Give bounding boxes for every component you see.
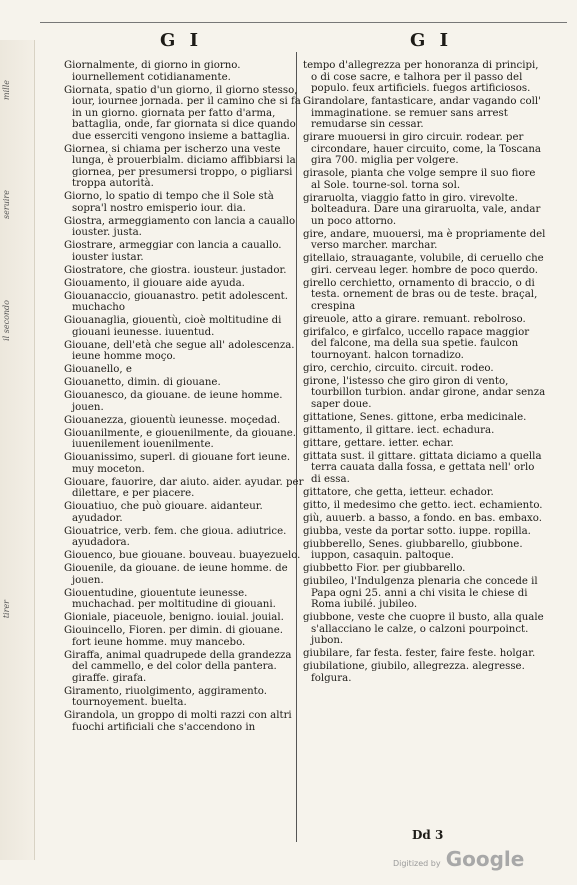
adjacent-page-margin (0, 40, 35, 860)
dictionary-entry: Giouanetto, dimin. di giouane. (64, 377, 221, 388)
dictionary-entry: Giouenco, bue giouane. bouveau. buayezuelo. (64, 550, 301, 561)
google-logo: Google (445, 847, 525, 871)
dictionary-entry: Girandolare, fantasticare, andar vagando coll' immaginatione. se remuer sans arrest remudarse sin cessar. (303, 96, 541, 130)
dictionary-entry: gittatore, che getta, ietteur. echador. (303, 486, 494, 498)
dictionary-entry: Gioniale, piaceuole, benigno. iouial. jouial. (64, 612, 284, 623)
dictionary-entry: Giouare, fauorire, dar aiuto. aider. ayudar. per dilettare, e per piacere. (64, 476, 304, 499)
dictionary-entry: Giostrare, armeggiar con lancia a cauallo. iouster iustar. (64, 240, 282, 263)
watermark-prefix: Digitized by (393, 859, 441, 868)
dictionary-entry: gitto, il medesimo che getto. iect. echamiento. (303, 499, 543, 511)
dictionary-entry: Giouanaccio, giouanastro. petit adolescent. muchacho (64, 290, 288, 313)
dictionary-entry: tempo d'allegrezza per honoranza di principi, o di cose sacre, e talhora per il passo del populo. feux artificiels. fuegos artificiosos. (303, 60, 539, 94)
dictionary-entry: gittamento, il gittare. iect. echadura. (303, 424, 495, 436)
dictionary-entry: gittare, gettare. ietter. echar. (303, 437, 454, 449)
dictionary-entry: giro, cerchio, circuito. circuit. rodeo. (303, 362, 494, 374)
dictionary-entry: giubilatione, giubilo, allegrezza. alegresse. folgura. (303, 661, 525, 684)
left-column (64, 60, 304, 735)
dictionary-entry: Giouanezza, giouentù ieunesse. moçedad. (64, 414, 281, 426)
dictionary-entry: giù, auuerb. a basso, a fondo. en bas. embaxo. (303, 512, 542, 524)
dictionary-entry: Giouamento, il giouare aide ayuda. (64, 277, 245, 289)
dictionary-entry: Giornata, spatio d'un giorno, il giorno stesso, iour, iournee jornada. per il camino che si fa in un giorno. giornata per fatto d'arma, battaglia, onde, far giornata si dice quando due esserciti vengono insieme a battaglia. (64, 84, 301, 142)
dictionary-entry: Giouentudine, giouentute ieunesse. muchachad. per moltitudine di giouani. (64, 587, 276, 610)
dictionary-entry: girello cerchietto, ornamento di braccio, o di testa. ornement de bras ou de teste. braçal, crespina (303, 277, 538, 312)
dictionary-entry: Giostratore, che giostra. iousteur. justador. (64, 264, 287, 276)
dictionary-entry: gittata sust. il gittare. gittata diciamo a quella terra cauata dalla fossa, e gettata nell' orlo di essa. (303, 450, 542, 485)
dictionary-entry: Giouanello, e (64, 364, 132, 375)
dictionary-entry: gire, andare, muouersi, ma è propriamente del verso marcher. marchar. (303, 228, 546, 251)
dictionary-entry: Girandola, un groppo di molti razzi con altri fuochi artificiali che s'accendono in (64, 710, 292, 733)
dictionary-entry: Giouane, dell'età che segue all' adolescenza. ieune homme moço. (64, 339, 295, 362)
dictionary-entry: Giraffa, animal quadrupede della grandezza del cammello, e del color della pantera. giraffe. girafa. (64, 649, 292, 684)
dictionary-entry: gittatione, Senes. gittone, erba medicinale. (303, 411, 527, 423)
column-heading-left: G I (160, 30, 203, 51)
dictionary-entry: giubbone, veste che cuopre il busto, alla quale s'allacciano le calze, o calzoni pourpoinct. jubon. (303, 612, 544, 646)
dictionary-entry: Giouanilmente, e giouenilmente, da giouane. iuuenilement iouenilmente. (64, 427, 296, 450)
right-column (303, 60, 546, 686)
dictionary-entry: giubba, veste da portar sotto. iuppe. ropilla. (303, 525, 531, 537)
dictionary-entry: giubilare, far festa. fester, faire feste. holgar. (303, 648, 536, 659)
dictionary-entry: girifalco, e girfalco, uccello rapace maggior del falcone, ma della sua spetie. faulcon tournoyant. halcon tornadizo. (303, 326, 530, 361)
dictionary-entry: Giornea, si chiama per ischerzo una veste lunga, è prouerbialm. diciamo affibbiarsi la giornea, per presumersi troppo, o pigliarsi troppa autorità. (64, 143, 296, 189)
digitized-watermark (393, 847, 524, 871)
margin-note: il secondo (2, 300, 11, 341)
dictionary-entry: Giouanissimo, superl. di giouane fort ieune. muy moceton. (64, 452, 291, 475)
dictionary-entry: Giouatrice, verb. fem. che gioua. adiutrice. ayudadora. (64, 525, 287, 548)
dictionary-entry: Giornalmente, di giorno in giorno. iournellement cotidianamente. (64, 60, 241, 83)
dictionary-entry: Giouincello, Fioren. per dimin. di giouane. fort ieune homme. muy mancebo. (64, 625, 283, 648)
signature-mark: Dd 3 (412, 828, 444, 842)
margin-note: seruire (2, 190, 11, 219)
dictionary-entry: girasole, pianta che volge sempre il suo fiore al Sole. tourne-sol. torna sol. (303, 168, 536, 191)
dictionary-entry: Giouenile, da giouane. de ieune homme. de jouen. (64, 563, 288, 586)
margin-note: mille (2, 80, 11, 100)
dictionary-entry: giubberello, Senes. giubbarello, giubbone. iuppon, casaquin. paltoque. (303, 538, 523, 561)
dictionary-entry: gireuole, atto a girare. remuant. rebolroso. (303, 313, 526, 325)
dictionary-entry: gitellaio, strauagante, volubile, di ceruello che giri. cerveau leger. hombre de poco querdo. (303, 253, 544, 276)
dictionary-entry: Giouatiuo, che può giouare. aidanteur. ayudador. (64, 501, 263, 524)
dictionary-entry: Giouanesco, da giouane. de ieune homme. jouen. (64, 390, 283, 413)
dictionary-entry: Giramento, riuolgimento, aggiramento. tournoyement. buelta. (64, 685, 267, 708)
dictionary-entry: giubileo, l'Indulgenza plenaria che concede il Papa ogni 25. anni a chi visita le chiese di Roma iubilé. jubileo. (303, 576, 538, 610)
dictionary-entry: girare muouersi in giro circuir. rodear. per circondare, hauer circuito, come, la Toscana gira 700. miglia per volgere. (303, 132, 541, 166)
dictionary-entry: girone, l'istesso che giro giron di vento, tourbillon turbion. andar girone, andar senza saper doue. (303, 375, 546, 410)
dictionary-entry: Giostra, armeggiamento con lancia a cauallo iouster. justa. (64, 215, 296, 238)
dictionary-entry: Giorno, lo spatio di tempo che il Sole stà sopra'l nostro emisperio iour. dia. (64, 191, 274, 214)
dictionary-entry: giraruolta, viaggio fatto in giro. virevolte. bolteadura. Dare una giraruolta, vale, andar un poco attorno. (303, 192, 541, 227)
margin-note: tirer (2, 600, 11, 619)
header-rule (40, 22, 567, 23)
column-heading-right: G I (410, 30, 453, 51)
dictionary-entry: Giouanaglia, giouentù, cioè moltitudine di giouani ieunesse. iuuentud. (64, 315, 282, 338)
dictionary-entry: giubbetto Fior. per giubbarello. (303, 563, 466, 574)
